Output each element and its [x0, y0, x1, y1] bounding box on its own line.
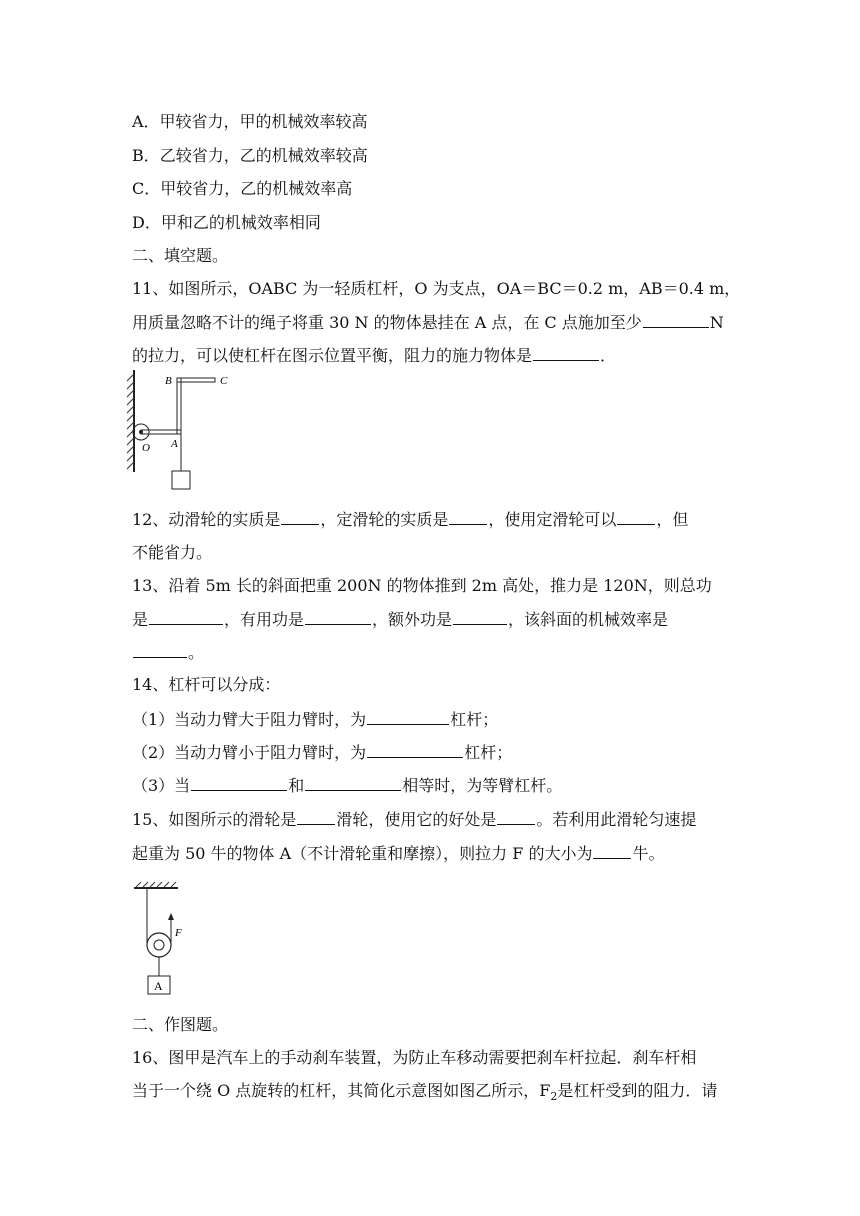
option-b: B．乙较省力，乙的机械效率较高 — [132, 146, 368, 165]
q11-end: ． — [600, 346, 617, 365]
q15-blank-3[interactable] — [593, 842, 631, 859]
pulley-axle — [154, 940, 164, 950]
q14-line-3 — [132, 741, 732, 764]
weight-block — [172, 471, 190, 489]
q12-text-d: ，但 — [656, 510, 689, 529]
q15-text-e: 牛。 — [632, 844, 665, 863]
q11-text-a: 用质量忽略不计的绳子将重 30 N 的物体悬挂在 A 点，在 C 点施加至少 — [132, 313, 642, 332]
q14-text-f: 和 — [288, 776, 305, 795]
q12-line-2: 不能省力。 — [132, 543, 213, 562]
q14-text-d: 杠杆； — [464, 743, 513, 762]
q14-text-b: 杠杆； — [450, 710, 499, 729]
label-c: C — [220, 375, 228, 387]
q13-blank-2[interactable] — [305, 608, 371, 625]
q15-line-1 — [132, 808, 732, 831]
q13-text-c: ，额外功是 — [372, 610, 453, 629]
q14-text-a: （1）当动力臂大于阻力臂时，为 — [132, 710, 367, 729]
q13-text-a: 是 — [132, 610, 149, 629]
q15-blank-2[interactable] — [497, 808, 535, 825]
q12-blank-2[interactable] — [449, 508, 487, 525]
q13-blank-1[interactable] — [149, 608, 223, 625]
q15-text-b: 滑轮，使用它的好处是 — [336, 810, 497, 829]
q15-text-c: 。若利用此滑轮匀速提 — [536, 810, 697, 829]
lever-arm-ab — [177, 378, 181, 434]
q14-line-1: 14、杠杆可以分成： — [132, 675, 281, 694]
lever-arm-bc — [177, 378, 215, 382]
wall-hatch — [127, 374, 134, 469]
q13-line-3 — [132, 641, 732, 664]
q14-blank-2[interactable] — [367, 741, 463, 758]
label-block-a: A — [154, 979, 163, 993]
label-o: O — [142, 442, 150, 454]
q11-unit: N — [709, 313, 724, 332]
q16-line-2 — [132, 1080, 732, 1108]
option-c: C．甲较省力，乙的机械效率高 — [132, 179, 353, 198]
q13-blank-3[interactable] — [453, 608, 507, 625]
q15-line-2 — [132, 842, 732, 865]
q11-line-1: 11、如图所示，OABC 为一轻质杠杆，O 为支点，OA＝BC＝0.2 m，AB＝0.4 m， — [132, 279, 741, 298]
q12-text-b: ，定滑轮的实质是 — [320, 510, 449, 529]
label-b: B — [165, 375, 172, 387]
q12-text-a: 12、动滑轮的实质是 — [132, 510, 281, 529]
q13-text-b: ，有用功是 — [224, 610, 305, 629]
q15-text-a: 15、如图所示的滑轮是 — [132, 810, 297, 829]
q14-line-2 — [132, 708, 732, 731]
section-draw-heading: 二、作图题。 — [132, 1015, 229, 1034]
q16-line-1: 16、图甲是汽车上的手动刹车装置，为防止车移动需要把刹车杆拉起．刹车杆相 — [132, 1048, 697, 1067]
q14-text-c: （2）当动力臂小于阻力臂时，为 — [132, 743, 367, 762]
q14-line-4 — [132, 774, 732, 797]
q16-text-b: 是杠杆受到的阻力．请 — [557, 1081, 718, 1100]
q11-line-3 — [132, 344, 732, 367]
lever-arm-oa — [141, 430, 181, 434]
q14-blank-1[interactable] — [367, 708, 449, 725]
lever-figure — [126, 370, 236, 494]
pulley-figure — [130, 880, 190, 1000]
q13-blank-4[interactable] — [133, 641, 187, 658]
q13-text-d: ，该斜面的机械效率是 — [508, 610, 669, 629]
option-a: A．甲较省力，甲的机械效率较高 — [132, 112, 368, 131]
q15-text-d: 起重为 50 牛的物体 A（不计滑轮重和摩擦），则拉力 F 的大小为 — [132, 844, 593, 863]
q14-blank-3[interactable] — [191, 774, 287, 791]
label-a: A — [171, 438, 178, 450]
q12-text-c: ，使用定滑轮可以 — [488, 510, 617, 529]
force-arrow-icon — [168, 913, 174, 920]
q12-line-1 — [132, 508, 732, 531]
q13-line-2 — [132, 608, 732, 631]
q16-text-a: 当于一个绕 O 点旋转的杠杆，其简化示意图如图乙所示，F — [132, 1081, 551, 1100]
q16-subscript: 2 — [550, 1090, 558, 1104]
q11-blank-1[interactable] — [643, 311, 709, 328]
section-fill-heading: 二、填空题。 — [132, 246, 229, 265]
q14-blank-4[interactable] — [305, 774, 401, 791]
q14-text-e: （3）当 — [132, 776, 191, 795]
q14-text-g: 相等时，为等臂杠杆。 — [402, 776, 563, 795]
option-d: D．甲和乙的机械效率相同 — [132, 213, 321, 232]
q12-blank-1[interactable] — [281, 508, 319, 525]
q11-blank-2[interactable] — [533, 344, 599, 361]
q13-line-1: 13、沿着 5m 长的斜面把重 200N 的物体推到 2m 高处，推力是 120N，则总功 — [132, 576, 712, 595]
q13-end: 。 — [188, 643, 205, 662]
q12-blank-3[interactable] — [617, 508, 655, 525]
q15-blank-1[interactable] — [297, 808, 335, 825]
q11-text-b: 的拉力，可以使杠杆在图示位置平衡，阻力的施力物体是 — [132, 346, 533, 365]
label-f: F — [175, 927, 182, 939]
q11-line-2 — [132, 311, 732, 334]
ceiling-hatch — [136, 882, 176, 887]
